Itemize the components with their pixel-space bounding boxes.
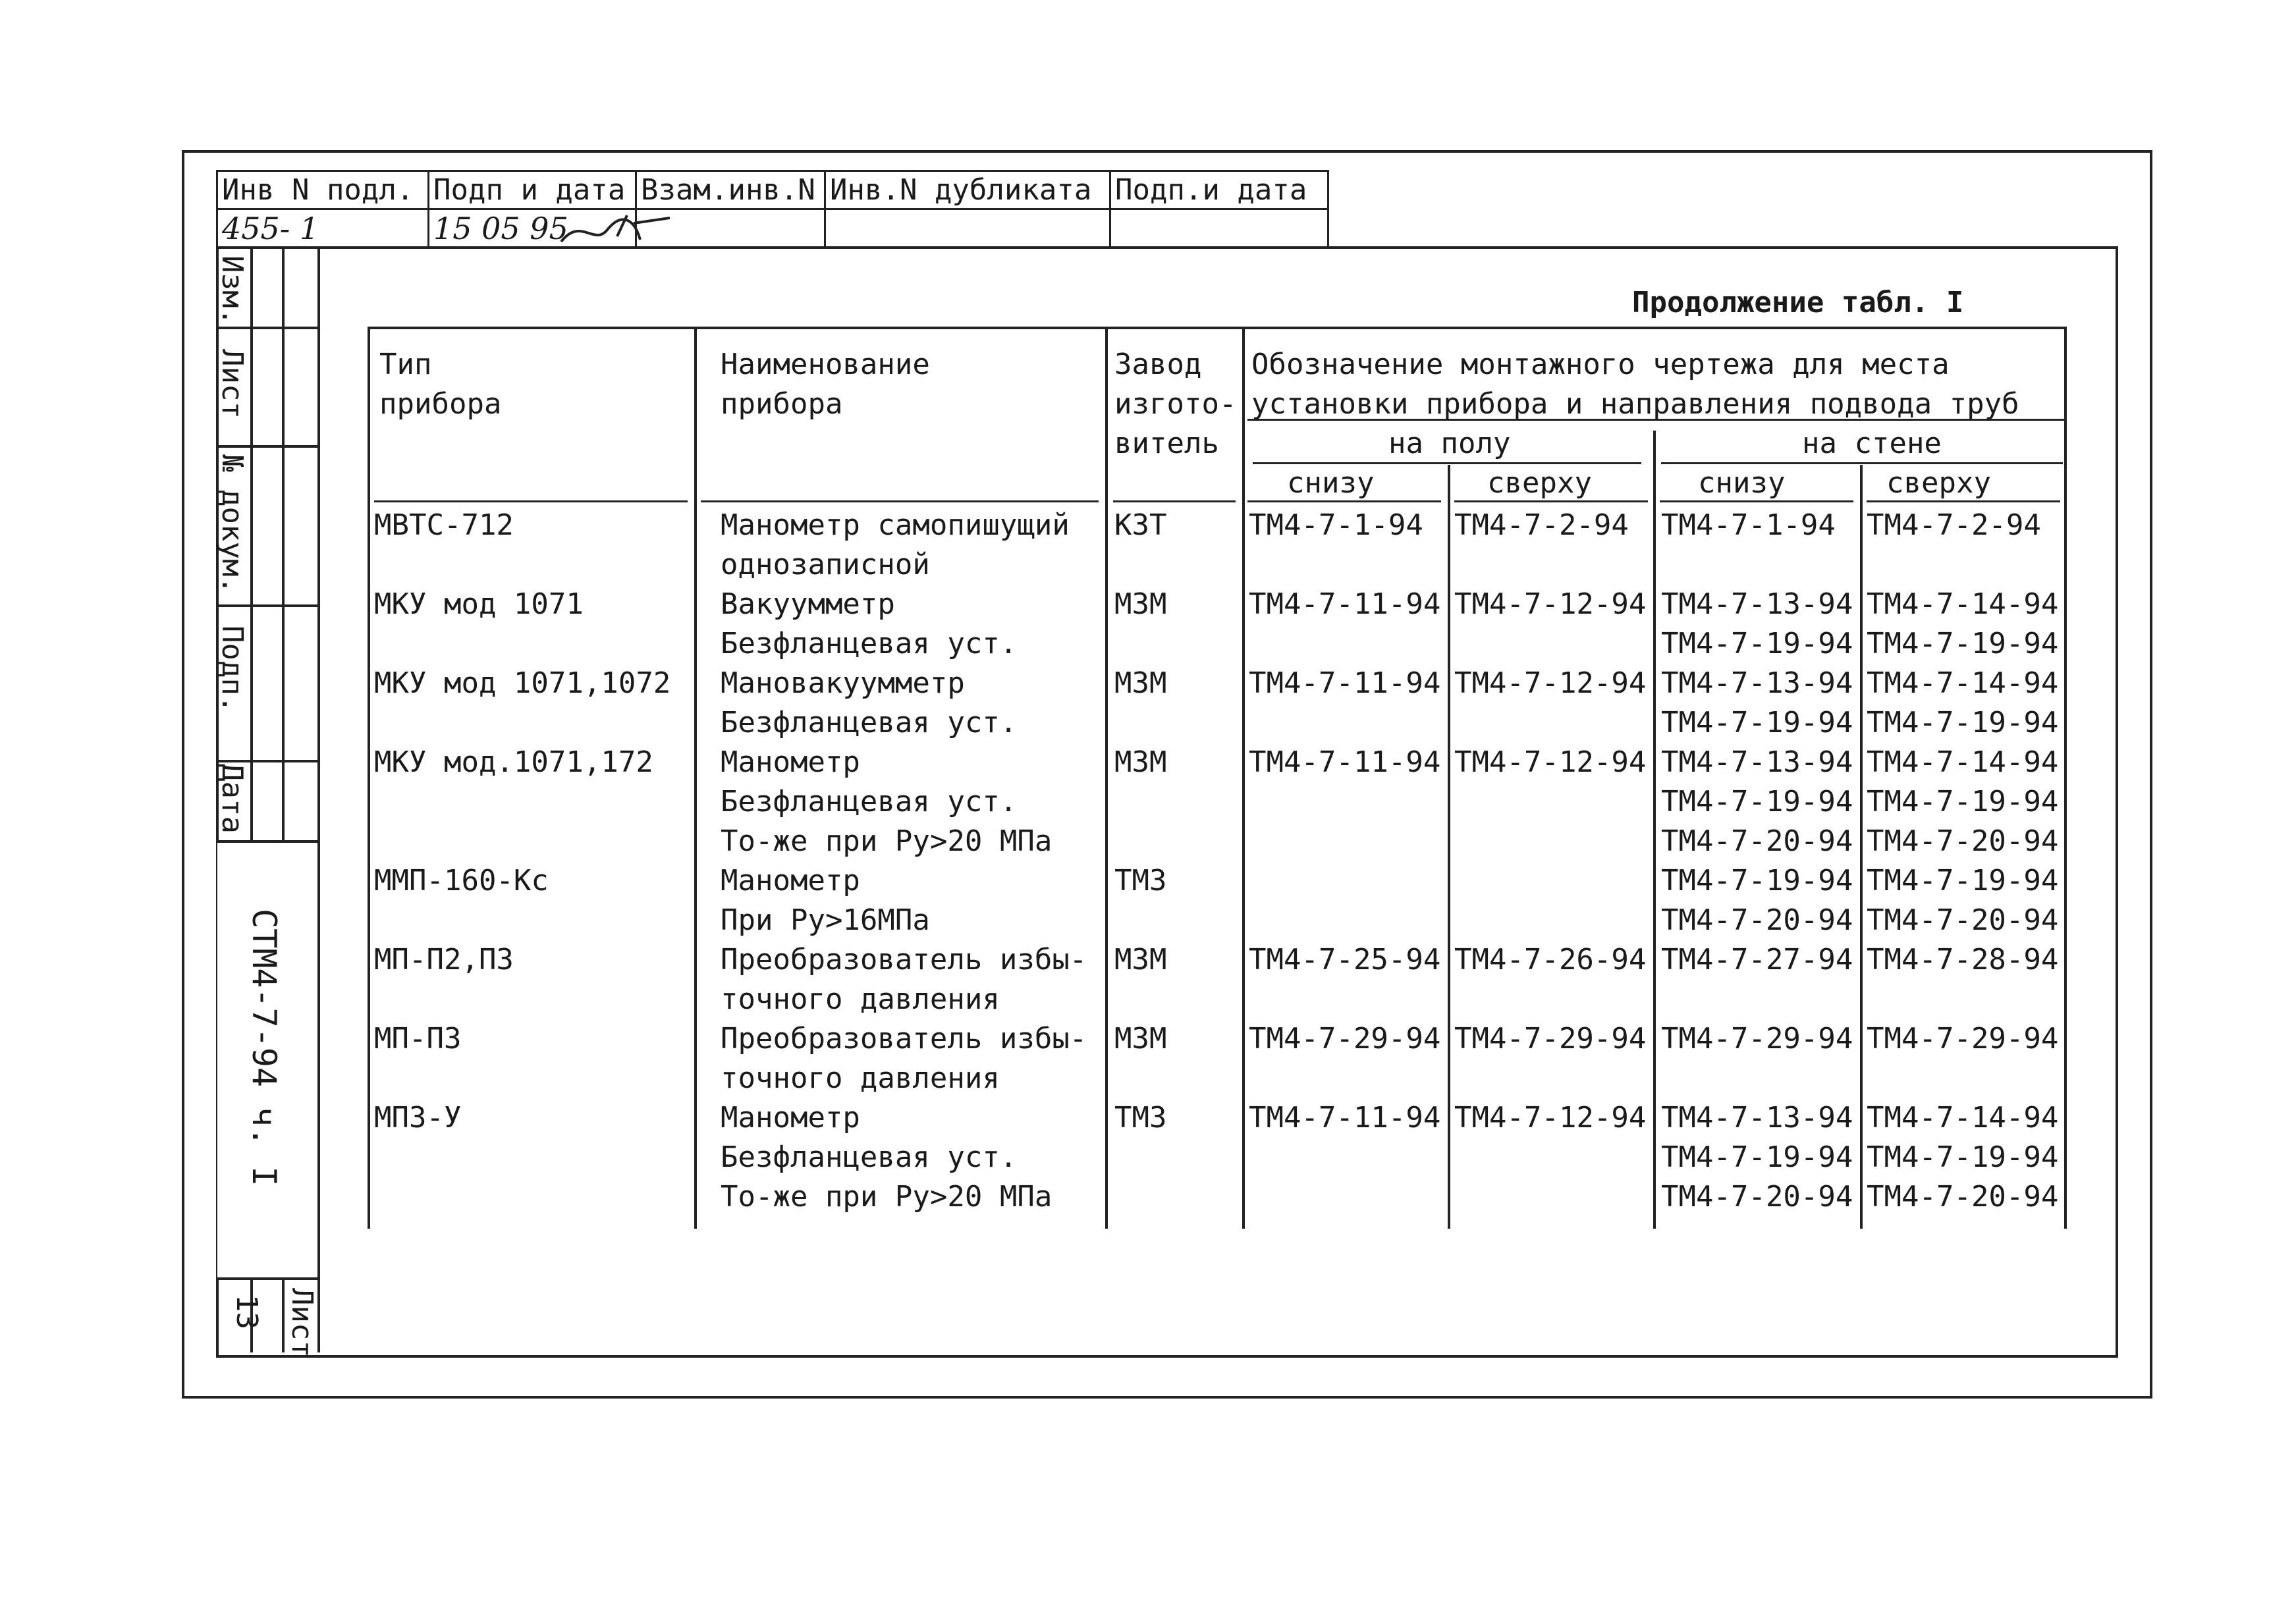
header-wall-top: сверху bbox=[1886, 466, 1991, 500]
side-divider bbox=[317, 246, 320, 1352]
stamp-header: Подп.и дата bbox=[1110, 171, 1328, 209]
cell-c1: ТМ4-7-11-94 bbox=[1249, 1101, 1441, 1135]
stamp-header: Инв.N дубликата bbox=[825, 171, 1110, 209]
header-wall: на стене bbox=[1802, 427, 1942, 460]
cell-maker: МЗМ bbox=[1114, 943, 1167, 976]
cell-name: Безфланцевая уст. bbox=[721, 706, 1018, 739]
document-code: СТМ4-7-94 ч. I bbox=[245, 909, 283, 1187]
cell-type: МКУ мод.1071,172 bbox=[374, 745, 653, 779]
cell-c4: ТМ4-7-14-94 bbox=[1867, 1101, 2059, 1135]
col-line bbox=[694, 327, 697, 1229]
cell-name: Манометр bbox=[721, 1101, 860, 1135]
col-line bbox=[1860, 465, 1863, 1229]
cell-c3: ТМ4-7-20-94 bbox=[1661, 824, 1853, 858]
cell-name: Преобразователь избы- bbox=[721, 943, 1087, 976]
col-line bbox=[2064, 327, 2067, 1229]
side-divider bbox=[216, 604, 317, 607]
cell-c3: ТМ4-7-13-94 bbox=[1661, 587, 1853, 621]
cell-c4: ТМ4-7-19-94 bbox=[1867, 785, 2059, 818]
cell-type: МП-П3 bbox=[374, 1022, 462, 1055]
cell-maker: МЗМ bbox=[1114, 1022, 1167, 1055]
stamp-header: Взам.инв.N bbox=[636, 171, 825, 209]
handwritten-date: 15 05 95 bbox=[433, 210, 568, 246]
cell-c3: ТМ4-7-1-94 bbox=[1661, 508, 1836, 542]
cell-type: ММП-160-Кс bbox=[374, 864, 549, 897]
cell-c3: ТМ4-7-27-94 bbox=[1661, 943, 1853, 976]
cell-name: Мановакуумметр bbox=[721, 666, 965, 700]
stamp-value bbox=[1110, 209, 1328, 248]
side-label-list: Лист bbox=[215, 349, 249, 419]
cell-name: Манометр bbox=[721, 864, 860, 897]
cell-c4: ТМ4-7-20-94 bbox=[1867, 903, 2059, 937]
cell-c2: ТМ4-7-29-94 bbox=[1454, 1022, 1647, 1055]
cell-type: МВТС-712 bbox=[374, 508, 514, 542]
side-divider bbox=[216, 760, 317, 762]
cell-name: Преобразователь избы- bbox=[721, 1022, 1087, 1055]
signature bbox=[555, 210, 673, 250]
cell-c4: ТМ4-7-14-94 bbox=[1867, 666, 2059, 700]
side-divider bbox=[216, 1277, 317, 1280]
cell-c3: ТМ4-7-19-94 bbox=[1661, 785, 1853, 818]
cell-name: точного давления bbox=[721, 1061, 1000, 1095]
continuation-title: Продолжение табл. I bbox=[1632, 286, 1964, 319]
cell-type: МКУ мод 1071 bbox=[374, 587, 584, 621]
stamp-header: Подп и дата bbox=[429, 171, 636, 209]
cell-c4: ТМ4-7-19-94 bbox=[1867, 1140, 2059, 1174]
header-floor: на полу bbox=[1388, 427, 1511, 460]
header-type-2: прибора bbox=[379, 387, 502, 421]
side-divider bbox=[216, 327, 317, 329]
col-line bbox=[1448, 465, 1450, 1229]
side-label-date: Дата bbox=[215, 764, 249, 834]
stamp-inventory-value: 455- 1 bbox=[217, 209, 429, 248]
cell-name: Манометр самопишущий bbox=[721, 508, 1070, 542]
cell-c2: ТМ4-7-12-94 bbox=[1454, 1101, 1647, 1135]
cell-c1: ТМ4-7-29-94 bbox=[1249, 1022, 1441, 1055]
cell-c1: ТМ4-7-11-94 bbox=[1249, 587, 1441, 621]
side-label-izm: Изм. bbox=[215, 255, 249, 325]
main-table bbox=[368, 327, 2067, 1229]
cell-c2: ТМ4-7-12-94 bbox=[1454, 587, 1647, 621]
cell-c2: ТМ4-7-2-94 bbox=[1454, 508, 1629, 542]
cell-c3: ТМ4-7-19-94 bbox=[1661, 706, 1853, 739]
cell-c4: ТМ4-7-19-94 bbox=[1867, 864, 2059, 897]
header-drawing-2: установки прибора и направления подвода труб bbox=[1251, 387, 2019, 421]
col-line bbox=[1242, 327, 1245, 1229]
cell-maker: МЗМ bbox=[1114, 666, 1167, 700]
cell-name: Вакуумметр bbox=[721, 587, 895, 621]
stamp-block bbox=[216, 170, 1329, 248]
cell-name: При Ру>16МПа bbox=[721, 903, 930, 937]
cell-c1: ТМ4-7-25-94 bbox=[1249, 943, 1441, 976]
sheet-number: 13 bbox=[230, 1295, 263, 1329]
cell-c4: ТМ4-7-2-94 bbox=[1867, 508, 2041, 542]
header-type-1: Тип bbox=[379, 348, 432, 381]
cell-c1: ТМ4-7-11-94 bbox=[1249, 745, 1441, 779]
header-floor-top: сверху bbox=[1487, 466, 1592, 500]
header-drawing-1: Обозначение монтажного чертежа для места bbox=[1251, 348, 1950, 381]
cell-c3: ТМ4-7-29-94 bbox=[1661, 1022, 1853, 1055]
cell-c4: ТМ4-7-20-94 bbox=[1867, 824, 2059, 858]
stamp-value bbox=[825, 209, 1110, 248]
cell-maker: ТМЗ bbox=[1114, 1101, 1167, 1135]
cell-maker: МЗМ bbox=[1114, 745, 1167, 779]
cell-name: Манометр bbox=[721, 745, 860, 779]
header-underline bbox=[1113, 500, 1236, 502]
cell-c3: ТМ4-7-20-94 bbox=[1661, 903, 1853, 937]
cell-name: Безфланцевая уст. bbox=[721, 785, 1018, 818]
cell-c4: ТМ4-7-14-94 bbox=[1867, 587, 2059, 621]
cell-type: МП3-У bbox=[374, 1101, 462, 1135]
cell-c3: ТМ4-7-19-94 bbox=[1661, 1140, 1853, 1174]
cell-c4: ТМ4-7-14-94 bbox=[1867, 745, 2059, 779]
cell-c3: ТМ4-7-20-94 bbox=[1661, 1180, 1853, 1214]
table-top bbox=[368, 327, 2067, 329]
header-maker-2: изгото- bbox=[1114, 387, 1237, 421]
cell-name: точного давления bbox=[721, 982, 1000, 1016]
cell-c4: ТМ4-7-28-94 bbox=[1867, 943, 2059, 976]
stamp-header: Инв N подл. bbox=[217, 171, 429, 209]
cell-name: То-же при Ру>20 МПа bbox=[721, 1180, 1052, 1214]
cell-type: МКУ мод 1071,1072 bbox=[374, 666, 671, 700]
cell-c4: ТМ4-7-19-94 bbox=[1867, 627, 2059, 660]
header-maker-3: витель bbox=[1114, 427, 1219, 460]
col-line bbox=[368, 327, 370, 1229]
cell-c3: ТМ4-7-19-94 bbox=[1661, 864, 1853, 897]
cell-maker: ТМЗ bbox=[1114, 864, 1167, 897]
cell-c4: ТМ4-7-20-94 bbox=[1867, 1180, 2059, 1214]
cell-c4: ТМ4-7-29-94 bbox=[1867, 1022, 2059, 1055]
header-name-2: прибора bbox=[721, 387, 843, 421]
side-label-sign: Подп. bbox=[215, 626, 249, 713]
cell-name: То-же при Ру>20 МПа bbox=[721, 824, 1052, 858]
cell-c1: ТМ4-7-1-94 bbox=[1249, 508, 1423, 542]
header-wall-bottom: снизу bbox=[1698, 466, 1786, 500]
cell-c3: ТМ4-7-13-94 bbox=[1661, 1101, 1853, 1135]
cell-maker: МЗМ bbox=[1114, 587, 1167, 621]
header-underline bbox=[374, 500, 688, 502]
header-underline bbox=[701, 500, 1099, 502]
cell-c1: ТМ4-7-11-94 bbox=[1249, 666, 1441, 700]
cell-maker: КЗТ bbox=[1114, 508, 1167, 542]
cell-type: МП-П2,П3 bbox=[374, 943, 514, 976]
col-line bbox=[1105, 327, 1108, 1229]
cell-c2: ТМ4-7-12-94 bbox=[1454, 745, 1647, 779]
stamp-date-value bbox=[429, 209, 636, 248]
cell-c2: ТМ4-7-12-94 bbox=[1454, 666, 1647, 700]
cell-name: Безфланцевая уст. bbox=[721, 627, 1018, 660]
side-label-doc: № докум. bbox=[215, 454, 249, 594]
side-divider bbox=[216, 445, 317, 448]
cell-c3: ТМ4-7-13-94 bbox=[1661, 666, 1853, 700]
cell-c3: ТМ4-7-19-94 bbox=[1661, 627, 1853, 660]
header-maker-1: Завод bbox=[1114, 348, 1202, 381]
cell-c2: ТМ4-7-26-94 bbox=[1454, 943, 1647, 976]
col-line bbox=[1653, 431, 1656, 1229]
header-name-1: Наименование bbox=[721, 348, 930, 381]
cell-c3: ТМ4-7-13-94 bbox=[1661, 745, 1853, 779]
header-floor-bottom: снизу bbox=[1287, 466, 1375, 500]
sheet-label: Лист bbox=[285, 1288, 319, 1358]
cell-c4: ТМ4-7-19-94 bbox=[1867, 706, 2059, 739]
cell-name: Безфланцевая уст. bbox=[721, 1140, 1018, 1174]
cell-name: однозаписной bbox=[721, 548, 930, 581]
